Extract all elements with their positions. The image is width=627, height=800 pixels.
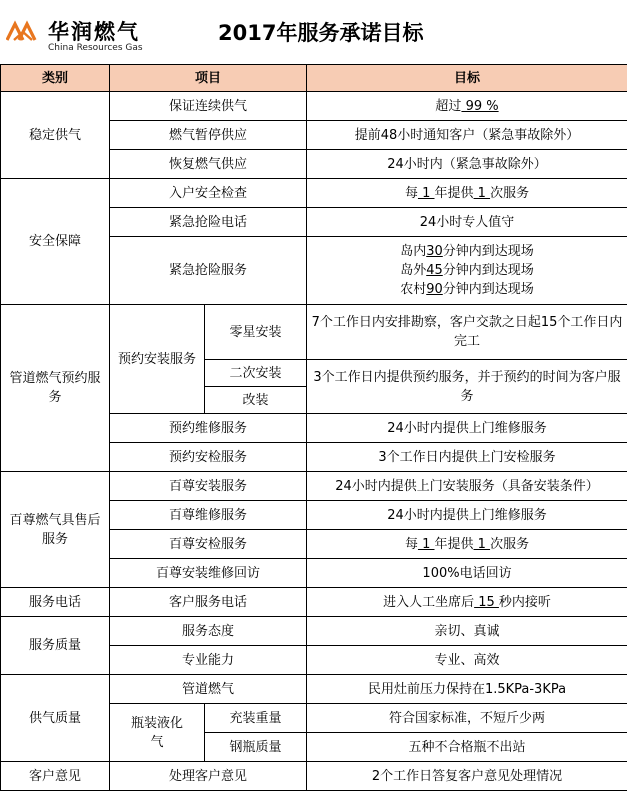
target-text: 分钟内到达现场 [442, 244, 534, 259]
sub-item-cell: 二次安装 [205, 360, 307, 387]
item-cell: 紧急抢险电话 [110, 208, 307, 237]
category-cell: 服务电话 [1, 588, 110, 617]
target-cell: 亲切、真诚 [307, 617, 627, 646]
category-cell: 客户意见 [1, 762, 110, 791]
target-text: 次服务 [490, 185, 530, 201]
category-cell: 百尊燃气具售后服务 [1, 472, 110, 588]
target-line [309, 280, 625, 299]
target-cell: 24小时内提供上门维修服务 [307, 414, 627, 443]
target-cell: 五种不合格瓶不出站 [307, 733, 627, 762]
target-text: 次服务 [490, 536, 530, 552]
target-cell [307, 92, 627, 121]
target-value: 30 [426, 244, 443, 259]
target-text: 农村 [400, 282, 427, 297]
item-cell: 专业能力 [110, 646, 307, 675]
target-text: 岛外 [400, 263, 427, 278]
target-cell: 7个工作日内安排勘察，客户交款之日起15个工作日内完工 [307, 305, 627, 360]
page-header [0, 0, 627, 64]
sub-item-cell: 钢瓶质量 [205, 733, 307, 762]
target-text: 每 [404, 185, 418, 201]
target-cell: 24小时专人值守 [307, 208, 627, 237]
sub-item-cell: 改装 [205, 387, 307, 414]
item-cell: 百尊安装维修回访 [110, 559, 307, 588]
item-cell: 处理客户意见 [110, 762, 307, 791]
target-cell: 专业、高效 [307, 646, 627, 675]
target-value: 99 % [461, 98, 499, 114]
target-value: 1 [473, 536, 491, 552]
target-cell: 符合国家标准，不短斤少两 [307, 704, 627, 733]
target-value: 1 [417, 536, 435, 552]
target-cell [307, 179, 627, 208]
target-line [309, 261, 625, 280]
category-cell: 稳定供气 [1, 92, 110, 179]
target-text: 分钟内到达现场 [442, 282, 534, 297]
table-row [1, 305, 627, 360]
target-text: 进入人工坐席后 [383, 594, 475, 610]
logo-chinese-name: 华润燃气 [48, 20, 140, 44]
item-cell: 预约维修服务 [110, 414, 307, 443]
sub-item-cell: 零星安装 [205, 305, 307, 360]
group-cell: 预约安装服务 [110, 305, 205, 414]
table-row [1, 92, 627, 121]
target-cell [307, 530, 627, 559]
target-cell: 24小时内提供上门安装服务（具备安装条件） [307, 472, 627, 501]
col-header-item: 项目 [110, 65, 307, 92]
item-cell: 百尊安检服务 [110, 530, 307, 559]
item-cell: 入户安全检查 [110, 179, 307, 208]
target-text: 年提供 [434, 536, 474, 552]
target-cell: 民用灶前压力保持在1.5KPa-3KPa [307, 675, 627, 704]
target-cell: 24小时内提供上门维修服务 [307, 501, 627, 530]
table-row [1, 675, 627, 704]
item-cell: 紧急抢险服务 [110, 237, 307, 305]
target-text: 超过 [435, 98, 462, 114]
target-text: 年提供 [434, 185, 474, 201]
target-value: 15 [474, 594, 499, 610]
table-row [1, 762, 627, 791]
target-text: 岛内 [400, 244, 427, 259]
target-cell: 提前48小时通知客户（紧急事故除外） [307, 121, 627, 150]
category-cell: 安全保障 [1, 179, 110, 305]
item-cell: 恢复燃气供应 [110, 150, 307, 179]
item-cell: 百尊安装服务 [110, 472, 307, 501]
service-commitment-table [0, 64, 627, 791]
col-header-category: 类别 [1, 65, 110, 92]
logo-mark-icon [6, 20, 40, 42]
target-cell: 3个工作日内提供上门安检服务 [307, 443, 627, 472]
target-cell: 24小时内（紧急事故除外） [307, 150, 627, 179]
table-row [1, 617, 627, 646]
target-cell: 2个工作日答复客户意见处理情况 [307, 762, 627, 791]
item-cell: 预约安检服务 [110, 443, 307, 472]
table-row [1, 588, 627, 617]
target-value: 90 [426, 282, 443, 297]
item-cell: 燃气暂停供应 [110, 121, 307, 150]
item-cell: 管道燃气 [110, 675, 307, 704]
target-text: 秒内接听 [498, 594, 551, 610]
category-cell: 供气质量 [1, 675, 110, 762]
logo-english-name: China Resources Gas [48, 43, 143, 53]
page-title: 2017年服务承诺目标 [218, 21, 424, 45]
item-cell: 服务态度 [110, 617, 307, 646]
item-cell: 保证连续供气 [110, 92, 307, 121]
item-cell: 客户服务电话 [110, 588, 307, 617]
company-logo [6, 12, 166, 56]
category-cell: 管道燃气预约服务 [1, 305, 110, 472]
col-header-target: 目标 [307, 65, 627, 92]
target-text: 每 [404, 536, 418, 552]
target-value: 1 [417, 185, 435, 201]
group-cell: 瓶装液化气 [110, 704, 205, 762]
target-cell: 3个工作日内提供预约服务，并于预约的时间为客户服务 [307, 360, 627, 414]
target-line [309, 242, 625, 261]
target-cell [307, 588, 627, 617]
target-cell [307, 237, 627, 305]
table-row [1, 179, 627, 208]
item-cell: 百尊维修服务 [110, 501, 307, 530]
table-header-row [1, 65, 627, 92]
target-text: 分钟内到达现场 [442, 263, 534, 278]
category-cell: 服务质量 [1, 617, 110, 675]
target-value: 1 [473, 185, 491, 201]
table-row [1, 472, 627, 501]
sub-item-cell: 充装重量 [205, 704, 307, 733]
target-value: 45 [426, 263, 443, 278]
target-cell: 100%电话回访 [307, 559, 627, 588]
